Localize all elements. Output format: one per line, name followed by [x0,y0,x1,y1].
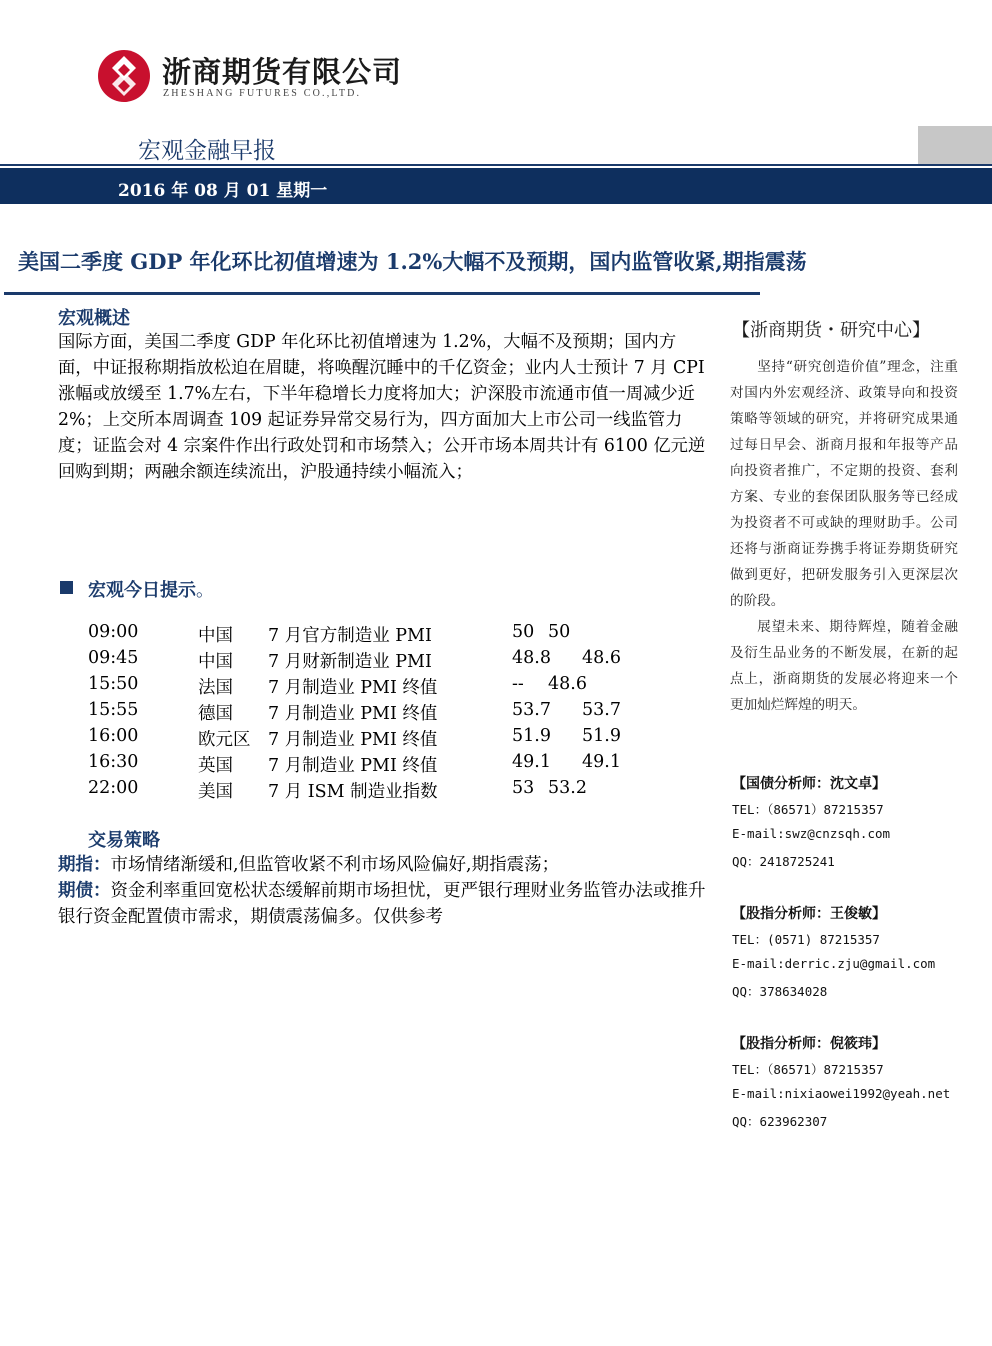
headline: 美国二季度 GDP 年化环比初值增速为 1.2%大幅不及预期，国内监管收紧,期指震荡 [18,249,807,274]
company-name-en: ZHESHANG FUTURES CO.,LTD. [163,88,362,99]
calendar-event: 7 月制造业 PMI 终值 [268,704,438,724]
strategy-index-text: 市场情绪渐缓和,但监管收紧不利市场风险偏好,期指震荡； [110,855,560,875]
calendar-previous: 49.1 [512,752,551,772]
calendar-country: 美国 [198,782,233,802]
calendar-time: 16:00 [88,726,139,746]
calendar-country: 中国 [198,652,233,672]
calendar-forecast: 53.7 [582,700,621,720]
calendar-event: 7 月财新制造业 PMI [268,652,432,672]
calendar-time: 09:45 [88,648,139,668]
calendar-previous: -- [512,674,524,694]
calendar-previous: 53 [512,778,535,798]
calendar-event: 7 月 ISM 制造业指数 [268,782,438,802]
analyst-tel: TEL：（86571）87215357 [732,802,884,817]
calendar-previous: 50 [512,622,535,642]
research-center-heading: 【浙商期货・研究中心】 [732,320,930,341]
analyst-email[interactable]: E-mail:derric.zju@gmail.com [732,956,936,971]
calendar-time: 15:50 [88,674,139,694]
calendar-previous: 53.7 [512,700,551,720]
analyst-title: 【股指分析师：王俊敏】 [732,906,886,922]
calendar-country: 英国 [198,756,233,776]
research-center-intro: 坚持“研究创造价值”理念，注重对国内外宏观经济、政策导向和投资策略等领域的研究，并将研究成果通过每日早会、浙商月报和年报等产品向投资者推广，不定期的投资、套利方案、专业的套保团队服务等已经成为投资者不可或缺的理财助手。公司还将与浙商证券携手将证券期货研究做到更好，把研发服务引入更深层次的阶段。 [730,359,958,609]
strategy-title: 交易策略 [88,830,160,851]
strategy-bond [58,878,718,930]
report-date: 2016 年 08 月 01 星期一 [118,181,328,201]
strategy-bond-label: 期债： [58,881,111,901]
calendar-forecast: 53.2 [548,778,587,798]
calendar-forecast: 48.6 [582,648,621,668]
calendar-country: 欧元区 [198,730,251,750]
analyst-qq: QQ：623962307 [732,1114,828,1129]
overview-body: 国际方面，美国二季度 GDP 年化环比初值增速为 1.2%，大幅不及预期；国内方面，中证报称期指放松迫在眉睫，将唤醒沉睡中的千亿资金；业内人士预计 7 月 CPI 涨幅或放缓至 1.7%左右，下半年稳增长力度将加大；沪深股市流通市值一周减少近 2%；上交所本周调查 109 起证券异常交易行为，四方面加大上市公司一线监管力度；证监会对 4 宗案件作出行政处罚和市场禁入；公开市场本周共计有 6100 亿元逆回购到期；两融余额连续流出，沪股通持续小幅流入； [58,332,706,482]
calendar-forecast: 48.6 [548,674,587,694]
report-title: 宏观金融早报 [138,138,276,164]
calendar-time: 15:55 [88,700,139,720]
calendar-country: 德国 [198,704,233,724]
research-center-outlook: 展望未来、期待辉煌，随着金融及衍生品业务的不断发展，在新的起点上，浙商期货的发展必将迎来一个更加灿烂辉煌的明天。 [730,619,958,713]
calendar-forecast: 50 [548,622,571,642]
company-name-cn: 浙商期货有限公司 [162,55,403,89]
calendar-event: 7 月制造业 PMI 终值 [268,756,438,776]
calendar-event: 7 月制造业 PMI 终值 [268,730,438,750]
calendar-previous: 51.9 [512,726,551,746]
header-rule [0,164,992,166]
analyst-tel: TEL：（86571）87215357 [732,1062,884,1077]
strategy-index-label: 期指： [58,855,111,875]
strategy-index [58,852,718,878]
calendar-country: 中国 [198,626,233,646]
analyst-email[interactable]: E-mail:nixiaowei1992@yeah.net [732,1086,951,1101]
calendar-title: 宏观今日提示。 [88,580,214,601]
calendar-previous: 48.8 [512,648,551,668]
calendar-time: 09:00 [88,622,139,642]
analyst-qq: QQ：378634028 [732,984,828,999]
analyst-email[interactable]: E-mail:swz@cnzsqh.com [732,826,891,841]
calendar-country: 法国 [198,678,233,698]
headline-rule [4,292,760,295]
header-gray-block [918,126,992,164]
company-logo-icon [96,48,152,104]
calendar-event: 7 月制造业 PMI 终值 [268,678,438,698]
calendar-time: 16:30 [88,752,139,772]
analyst-title: 【股指分析师：倪筱玮】 [732,1036,886,1052]
analyst-title: 【国债分析师：沈文卓】 [732,776,886,792]
calendar-forecast: 51.9 [582,726,621,746]
analyst-tel: TEL：(0571) 87215357 [732,932,880,947]
overview-title: 宏观概述 [58,308,130,329]
calendar-time: 22:00 [88,778,139,798]
calendar-forecast: 49.1 [582,752,621,772]
analyst-qq: QQ：2418725241 [732,854,835,869]
strategy-bond-text: 资金利率重回宽松状态缓解前期市场担忧，更严银行理财业务监管办法或推升银行资金配置债市需求，期债震荡偏多。仅供参考 [58,881,706,927]
calendar-event: 7 月官方制造业 PMI [268,626,432,646]
bullet-square-icon [60,581,73,594]
